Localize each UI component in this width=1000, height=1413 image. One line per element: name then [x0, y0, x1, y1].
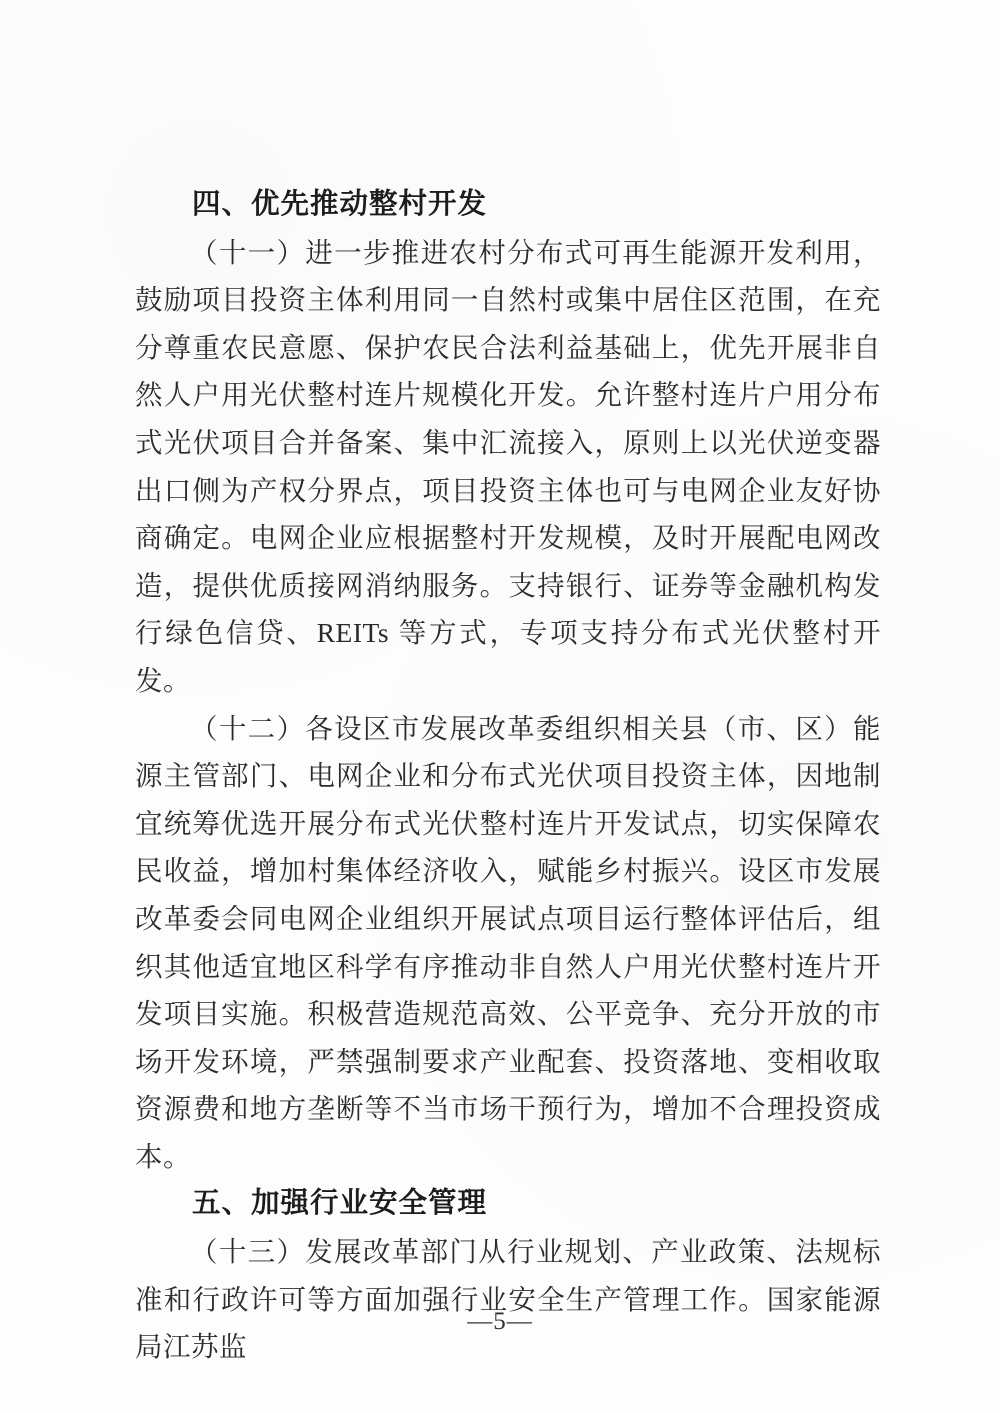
section-heading-5: 五、加强行业安全管理 [192, 1187, 488, 1220]
paragraph-12: （十二）各设区市发展改革委组织相关县（市、区）能源主管部门、电网企业和分布式光伏项目投资主体，因地制宜统筹优选开展分布式光伏整村连片开发试点，切实保障农民收益，增加村集体经济收入，赋能乡村振兴。设区市发展改革委会同电网企业组织开展试点项目运行整体评估后，组织其他适宜地区科学有序推动非自然人户用光伏整村连片开发项目实施。积极营造规范高效、公平竞争、充分开放的市场开发环境，严禁强制要求产业配套、投资落地、变相收取资源费和地方垄断等不当市场干预行为，增加不合理投资成本。 [135, 712, 881, 1172]
section-heading-4: 四、优先推动整村开发 [192, 188, 488, 220]
page-number: —5— [467, 1308, 533, 1335]
paragraph-13: （十三）发展改革部门从行业规划、产业政策、法规标准和行政许可等方面加强行业安全生产管理工作。国家能源局江苏监 [135, 1236, 881, 1363]
document-body [135, 181, 881, 1371]
paragraph-11: （十一）进一步推进农村分布式可再生能源开发利用，鼓励项目投资主体利用同一自然村或集中居住区范围，在充分尊重农民意愿、保护农民合法利益基础上，优先开展非自然人户用光伏整村连片规模化开发。允许整村连片户用分布式光伏项目合并备案、集中汇流接入，原则上以光伏逆变器出口侧为产权分界点，项目投资主体也可与电网企业友好协商确定。电网企业应根据整村开发规模，及时开展配电网改造，提供优质接网消纳服务。支持银行、证券等金融机构发行绿色信贷、REITs 等方式，专项支持分布式光伏整村开发。 [135, 236, 881, 696]
